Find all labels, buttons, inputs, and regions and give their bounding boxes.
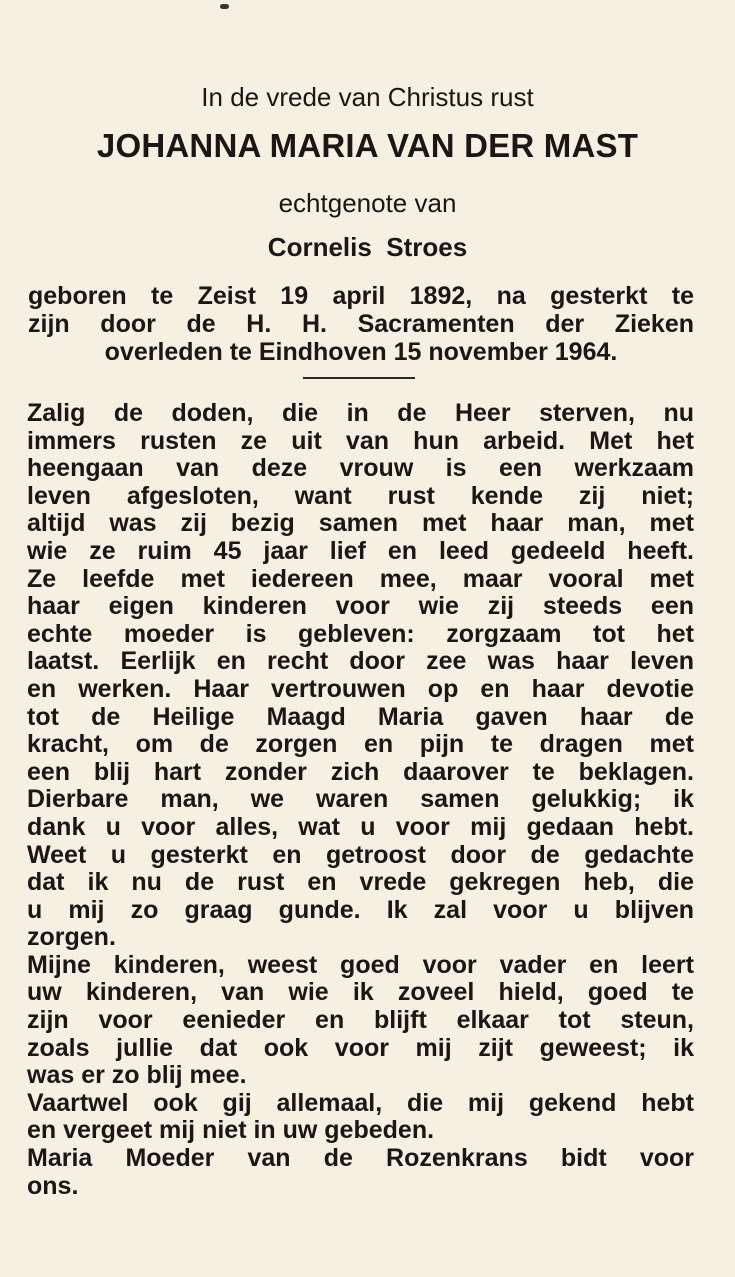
text-line: kracht, om de zorgen en pijn te dragen met [27,730,694,759]
motto: In de vrede van Christus rust [201,82,534,112]
text-line: Mijne kinderen, weest goed voor vader en leert [27,950,694,979]
text-line: een blij hart zonder zich daarover te beklagen. [27,757,694,786]
text-line: zoals jullie dat ook voor mij zijt geweest; ik [27,1033,694,1062]
text-line: tot de Heilige Maagd Maria gaven haar de [27,702,694,731]
spouse-name: Cornelis Stroes [267,232,468,262]
text-line: Maria Moeder van de Rozenkrans bidt voor [27,1144,694,1173]
text-line: echte moeder is gebleven: zorgzaam tot het [27,619,694,648]
text-line: en vergeet mij niet in uw gebeden. [27,1116,435,1145]
text-line: dank u voor alles, wat u voor mij gedaan hebt. [27,812,694,841]
divider [303,377,415,379]
text-line: en werken. Haar vertrouwen op en haar devotie [27,674,694,703]
text-line: zorgen. [27,923,116,952]
text-line: altijd was zij bezig samen met haar man, met [27,509,694,538]
text-line: immers rusten ze uit van hun arbeid. Met het [27,426,694,455]
text-line: u mij zo graag gunde. Ik zal voor u blijven [27,895,694,924]
text-line: haar eigen kinderen voor wie zij steeds een [27,592,694,621]
text-line: Zalig de doden, die in de Heer sterven, nu [27,399,694,427]
spouse-relation: echtgenote van [278,188,457,218]
text-line: Vaartwel ook gij allemaal, die mij gekend hebt [27,1088,694,1117]
text-line: wie ze ruim 45 jaar lief en leed gedeeld heeft. [27,536,694,565]
text-line: leven afgesloten, want rust kende zij niet; [27,481,694,510]
deceased-name: JOHANNA MARIA VAN DER MAST [96,127,639,164]
text-line: Ze leefde met iedereen mee, maar vooral met [27,564,694,593]
text-line: ons. [27,1171,79,1200]
text-line: heengaan van deze vrouw is een werkzaam [27,454,694,483]
text-line: was er zo blij mee. [27,1061,247,1090]
text-line: uw kinderen, van wie ik zoveel hield, goed te [27,978,694,1007]
memorial-text [27,400,694,1200]
text-line: zijn voor eenieder en blijft elkaar tot steun, [27,1006,694,1035]
facts-line: overleden te Eindhoven 15 november 1964. [104,338,618,366]
text-line: Weet u gesterkt en getroost door de gedachte [27,840,694,869]
facts-line: zijn door de H. H. Sacramenten der Zieken [28,310,694,338]
ink-speck [220,4,229,9]
facts-line: geboren te Zeist 19 april 1892, na gesterkt te [28,282,694,310]
life-facts [28,282,694,366]
text-line: laatst. Eerlijk en recht door zee was haar leven [27,647,694,676]
text-line: Dierbare man, we waren samen gelukkig; ik [27,785,694,814]
text-line: dat ik nu de rust en vrede gekregen heb, die [27,868,694,897]
